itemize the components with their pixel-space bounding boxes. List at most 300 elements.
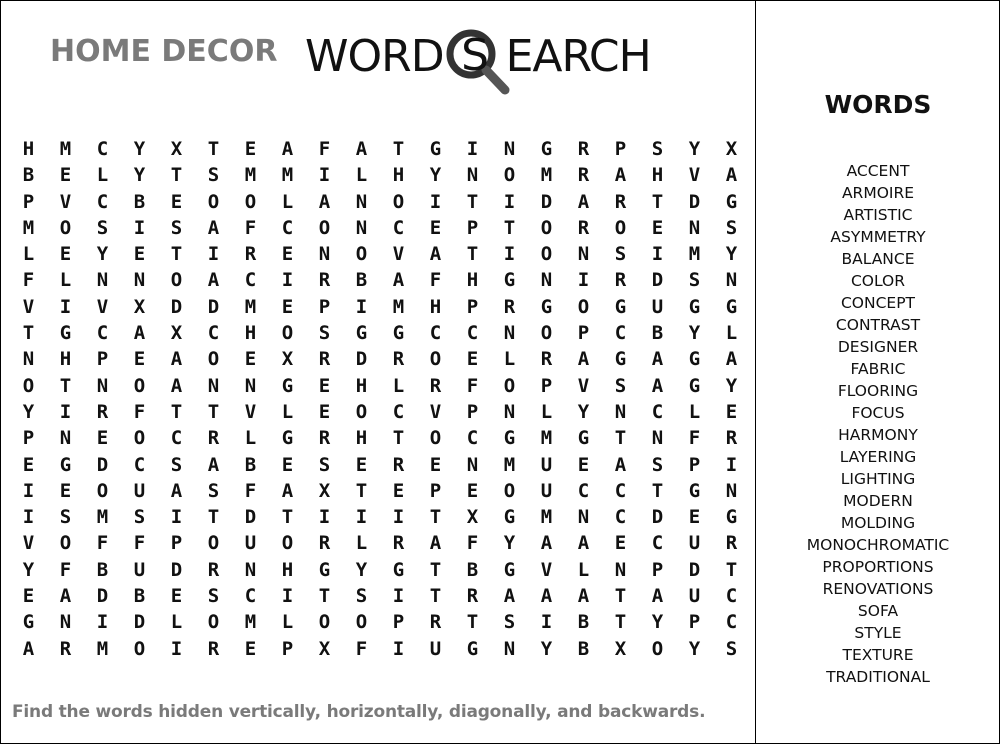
grid-cell[interactable]: V (59, 190, 72, 213)
grid-cell[interactable]: N (614, 400, 627, 423)
grid-cell[interactable]: Y (540, 637, 553, 660)
grid-cell[interactable]: T (207, 506, 220, 529)
grid-cell[interactable]: A (614, 164, 627, 187)
grid-cell[interactable]: R (577, 138, 590, 160)
grid-cell[interactable]: C (392, 400, 405, 423)
grid-cell[interactable]: S (170, 453, 183, 476)
grid-cell[interactable]: D (170, 558, 183, 581)
grid-cell[interactable]: B (355, 269, 368, 292)
grid-cell[interactable]: I (318, 506, 331, 529)
grid-cell[interactable]: S (207, 164, 220, 187)
grid-cell[interactable]: Y (688, 138, 701, 160)
grid-cell[interactable]: I (281, 585, 294, 608)
grid-cell[interactable]: A (577, 532, 590, 555)
grid-cell[interactable]: Y (725, 374, 738, 397)
grid-cell[interactable]: T (355, 479, 368, 502)
grid-cell[interactable]: T (466, 190, 479, 213)
grid-cell[interactable]: T (651, 479, 664, 502)
grid-cell[interactable]: A (614, 453, 627, 476)
grid-cell[interactable]: X (725, 138, 738, 160)
grid-cell[interactable]: R (207, 427, 220, 450)
grid-cell[interactable]: R (318, 532, 331, 555)
grid-cell[interactable]: E (392, 479, 405, 502)
grid-cell[interactable]: C (577, 479, 590, 502)
grid-cell[interactable]: Y (133, 164, 146, 187)
grid-cell[interactable]: H (355, 374, 368, 397)
grid-cell[interactable]: O (244, 190, 257, 213)
grid-cell[interactable]: A (355, 138, 368, 160)
grid-cell[interactable]: Y (133, 138, 146, 160)
grid-cell[interactable]: H (466, 269, 479, 292)
grid-cell[interactable]: O (96, 479, 109, 502)
grid-cell[interactable]: I (725, 453, 738, 476)
grid-cell[interactable]: S (651, 138, 664, 160)
grid-cell[interactable]: L (281, 400, 294, 423)
grid-cell[interactable]: T (614, 611, 627, 634)
grid-cell[interactable]: A (170, 348, 183, 371)
grid-cell[interactable]: Y (22, 558, 35, 581)
grid-cell[interactable]: D (244, 506, 257, 529)
grid-cell[interactable]: I (355, 506, 368, 529)
grid-cell[interactable]: C (244, 269, 257, 292)
grid-cell[interactable]: S (59, 506, 72, 529)
grid-cell[interactable]: G (725, 506, 738, 529)
grid-cell[interactable]: T (318, 585, 331, 608)
grid-cell[interactable]: V (540, 558, 553, 581)
grid-cell[interactable]: F (244, 216, 257, 239)
grid-cell[interactable]: G (577, 427, 590, 450)
grid-cell[interactable]: X (133, 295, 146, 318)
grid-cell[interactable]: I (318, 164, 331, 187)
grid-cell[interactable]: I (207, 243, 220, 266)
grid-cell[interactable]: E (244, 348, 257, 371)
grid-cell[interactable]: M (244, 295, 257, 318)
grid-cell[interactable]: E (429, 216, 442, 239)
grid-cell[interactable]: L (540, 400, 553, 423)
grid-cell[interactable]: T (170, 400, 183, 423)
grid-cell[interactable]: E (466, 348, 479, 371)
grid-cell[interactable]: Y (22, 400, 35, 423)
grid-cell[interactable]: B (651, 322, 664, 345)
grid-cell[interactable]: T (466, 611, 479, 634)
grid-cell[interactable]: P (466, 295, 479, 318)
grid-cell[interactable]: V (429, 400, 442, 423)
grid-cell[interactable]: O (207, 348, 220, 371)
grid-cell[interactable]: P (540, 374, 553, 397)
grid-cell[interactable]: G (688, 295, 701, 318)
grid-cell[interactable]: N (318, 243, 331, 266)
grid-cell[interactable]: G (614, 295, 627, 318)
grid-cell[interactable]: N (577, 243, 590, 266)
grid-cell[interactable]: E (577, 453, 590, 476)
grid-cell[interactable]: C (466, 427, 479, 450)
grid-cell[interactable]: N (355, 190, 368, 213)
grid-cell[interactable]: G (503, 506, 516, 529)
grid-cell[interactable]: C (614, 506, 627, 529)
grid-cell[interactable]: P (466, 400, 479, 423)
grid-cell[interactable]: X (281, 348, 294, 371)
grid-cell[interactable]: V (244, 400, 257, 423)
grid-cell[interactable]: G (540, 138, 553, 160)
grid-cell[interactable]: C (96, 138, 109, 160)
grid-cell[interactable]: O (133, 637, 146, 660)
grid-cell[interactable]: C (466, 322, 479, 345)
grid-cell[interactable]: O (503, 164, 516, 187)
grid-cell[interactable]: P (392, 611, 405, 634)
grid-cell[interactable]: R (614, 190, 627, 213)
grid-cell[interactable]: N (244, 558, 257, 581)
grid-cell[interactable]: T (22, 322, 35, 345)
grid-cell[interactable]: A (503, 585, 516, 608)
grid-cell[interactable]: E (281, 295, 294, 318)
grid-cell[interactable]: R (725, 532, 738, 555)
grid-cell[interactable]: S (355, 585, 368, 608)
grid-cell[interactable]: L (281, 611, 294, 634)
grid-cell[interactable]: N (688, 216, 701, 239)
grid-cell[interactable]: E (725, 400, 738, 423)
grid-cell[interactable]: H (429, 295, 442, 318)
grid-cell[interactable]: A (540, 585, 553, 608)
grid-cell[interactable]: H (392, 164, 405, 187)
grid-cell[interactable]: I (22, 506, 35, 529)
grid-cell[interactable]: M (540, 506, 553, 529)
grid-cell[interactable]: A (725, 348, 738, 371)
grid-cell[interactable]: P (318, 295, 331, 318)
grid-cell[interactable]: R (59, 637, 72, 660)
grid-cell[interactable]: L (688, 400, 701, 423)
grid-cell[interactable]: T (207, 138, 220, 160)
grid-cell[interactable]: T (392, 427, 405, 450)
grid-cell[interactable]: V (96, 295, 109, 318)
grid-cell[interactable]: M (688, 243, 701, 266)
grid-cell[interactable]: M (503, 453, 516, 476)
grid-cell[interactable]: H (355, 427, 368, 450)
grid-cell[interactable]: G (614, 348, 627, 371)
grid-cell[interactable]: U (244, 532, 257, 555)
grid-cell[interactable]: T (651, 190, 664, 213)
grid-cell[interactable]: M (22, 216, 35, 239)
grid-cell[interactable]: G (59, 453, 72, 476)
grid-cell[interactable]: S (651, 453, 664, 476)
grid-cell[interactable]: D (355, 348, 368, 371)
grid-cell[interactable]: S (318, 322, 331, 345)
grid-cell[interactable]: V (577, 374, 590, 397)
grid-cell[interactable]: N (96, 269, 109, 292)
grid-cell[interactable]: S (725, 216, 738, 239)
grid-cell[interactable]: L (281, 190, 294, 213)
grid-cell[interactable]: O (540, 322, 553, 345)
grid-cell[interactable]: T (207, 400, 220, 423)
grid-cell[interactable]: F (133, 532, 146, 555)
grid-cell[interactable]: E (614, 532, 627, 555)
grid-cell[interactable]: A (429, 532, 442, 555)
grid-cell[interactable]: I (59, 400, 72, 423)
grid-cell[interactable]: O (355, 243, 368, 266)
grid-cell[interactable]: U (133, 558, 146, 581)
grid-cell[interactable]: U (540, 453, 553, 476)
grid-cell[interactable]: I (392, 585, 405, 608)
grid-cell[interactable]: D (688, 558, 701, 581)
grid-cell[interactable]: O (503, 374, 516, 397)
grid-cell[interactable]: C (96, 190, 109, 213)
grid-cell[interactable]: E (318, 400, 331, 423)
grid-cell[interactable]: O (170, 269, 183, 292)
grid-cell[interactable]: I (133, 216, 146, 239)
grid-cell[interactable]: C (614, 479, 627, 502)
grid-cell[interactable]: F (466, 374, 479, 397)
grid-cell[interactable]: G (392, 558, 405, 581)
grid-cell[interactable]: M (59, 138, 72, 160)
grid-cell[interactable]: E (22, 453, 35, 476)
grid-cell[interactable]: O (540, 216, 553, 239)
grid-cell[interactable]: A (577, 348, 590, 371)
grid-cell[interactable]: E (59, 164, 72, 187)
grid-cell[interactable]: O (22, 374, 35, 397)
grid-cell[interactable]: U (688, 532, 701, 555)
grid-cell[interactable]: A (540, 532, 553, 555)
grid-cell[interactable]: C (614, 322, 627, 345)
grid-cell[interactable]: T (170, 243, 183, 266)
grid-cell[interactable]: O (133, 374, 146, 397)
grid-cell[interactable]: G (355, 322, 368, 345)
grid-cell[interactable]: S (614, 243, 627, 266)
grid-cell[interactable]: G (540, 295, 553, 318)
grid-cell[interactable]: A (577, 190, 590, 213)
grid-cell[interactable]: L (392, 374, 405, 397)
grid-cell[interactable]: R (207, 558, 220, 581)
grid-cell[interactable]: E (688, 506, 701, 529)
grid-cell[interactable]: R (725, 427, 738, 450)
grid-cell[interactable]: C (725, 611, 738, 634)
grid-cell[interactable]: O (207, 532, 220, 555)
grid-cell[interactable]: U (133, 479, 146, 502)
grid-cell[interactable]: C (651, 400, 664, 423)
grid-cell[interactable]: B (577, 637, 590, 660)
grid-cell[interactable]: R (318, 269, 331, 292)
grid-cell[interactable]: N (540, 269, 553, 292)
grid-cell[interactable]: I (577, 269, 590, 292)
grid-cell[interactable]: S (614, 374, 627, 397)
grid-cell[interactable]: R (429, 374, 442, 397)
grid-cell[interactable]: G (503, 558, 516, 581)
grid-cell[interactable]: R (318, 427, 331, 450)
grid-cell[interactable]: T (503, 216, 516, 239)
grid-cell[interactable]: E (96, 427, 109, 450)
grid-cell[interactable]: M (244, 611, 257, 634)
grid-cell[interactable]: H (22, 138, 35, 160)
grid-cell[interactable]: R (318, 348, 331, 371)
grid-cell[interactable]: D (651, 269, 664, 292)
grid-cell[interactable]: L (59, 269, 72, 292)
grid-cell[interactable]: I (281, 269, 294, 292)
grid-cell[interactable]: C (651, 532, 664, 555)
grid-cell[interactable]: A (429, 243, 442, 266)
grid-cell[interactable]: G (688, 348, 701, 371)
grid-cell[interactable]: X (170, 138, 183, 160)
grid-cell[interactable]: X (318, 479, 331, 502)
grid-cell[interactable]: S (96, 216, 109, 239)
grid-cell[interactable]: G (281, 427, 294, 450)
grid-cell[interactable]: A (651, 374, 664, 397)
grid-cell[interactable]: V (22, 532, 35, 555)
grid-cell[interactable]: N (577, 506, 590, 529)
grid-cell[interactable]: G (392, 322, 405, 345)
grid-cell[interactable]: I (503, 190, 516, 213)
grid-cell[interactable]: H (59, 348, 72, 371)
grid-cell[interactable]: F (96, 532, 109, 555)
grid-cell[interactable]: P (614, 138, 627, 160)
grid-cell[interactable]: H (651, 164, 664, 187)
grid-cell[interactable]: C (207, 322, 220, 345)
grid-cell[interactable]: G (318, 558, 331, 581)
grid-cell[interactable]: A (207, 216, 220, 239)
grid-cell[interactable]: B (466, 558, 479, 581)
grid-cell[interactable]: V (22, 295, 35, 318)
grid-cell[interactable]: E (22, 585, 35, 608)
grid-cell[interactable]: P (281, 637, 294, 660)
grid-cell[interactable]: O (281, 532, 294, 555)
grid-cell[interactable]: P (429, 479, 442, 502)
grid-cell[interactable]: M (96, 637, 109, 660)
grid-cell[interactable]: P (22, 190, 35, 213)
grid-cell[interactable]: R (614, 269, 627, 292)
grid-cell[interactable]: A (725, 164, 738, 187)
grid-cell[interactable]: C (96, 322, 109, 345)
grid-cell[interactable]: A (651, 585, 664, 608)
grid-cell[interactable]: N (614, 558, 627, 581)
grid-cell[interactable]: A (318, 190, 331, 213)
grid-cell[interactable]: H (244, 322, 257, 345)
grid-cell[interactable]: L (244, 427, 257, 450)
grid-cell[interactable]: F (688, 427, 701, 450)
grid-cell[interactable]: D (170, 295, 183, 318)
grid-cell[interactable]: O (540, 243, 553, 266)
grid-cell[interactable]: I (355, 295, 368, 318)
grid-cell[interactable]: C (281, 216, 294, 239)
grid-cell[interactable]: M (96, 506, 109, 529)
grid-cell[interactable]: E (133, 348, 146, 371)
grid-cell[interactable]: T (429, 558, 442, 581)
grid-cell[interactable]: E (318, 374, 331, 397)
grid-cell[interactable]: O (59, 532, 72, 555)
grid-cell[interactable]: D (651, 506, 664, 529)
grid-cell[interactable]: O (355, 400, 368, 423)
grid-cell[interactable]: M (540, 164, 553, 187)
grid-cell[interactable]: G (725, 295, 738, 318)
grid-cell[interactable]: M (540, 427, 553, 450)
grid-cell[interactable]: R (392, 348, 405, 371)
grid-cell[interactable]: C (133, 453, 146, 476)
grid-cell[interactable]: I (22, 479, 35, 502)
grid-cell[interactable]: N (244, 374, 257, 397)
grid-cell[interactable]: X (318, 637, 331, 660)
grid-cell[interactable]: P (170, 532, 183, 555)
grid-cell[interactable]: R (429, 611, 442, 634)
grid-cell[interactable]: L (355, 164, 368, 187)
grid-cell[interactable]: E (355, 453, 368, 476)
grid-cell[interactable]: G (688, 374, 701, 397)
grid-cell[interactable]: S (170, 216, 183, 239)
grid-cell[interactable]: N (503, 637, 516, 660)
grid-cell[interactable]: F (318, 138, 331, 160)
grid-cell[interactable]: N (59, 611, 72, 634)
grid-cell[interactable]: I (392, 637, 405, 660)
grid-cell[interactable]: U (651, 295, 664, 318)
grid-cell[interactable]: Y (577, 400, 590, 423)
grid-cell[interactable]: C (725, 585, 738, 608)
grid-cell[interactable]: Y (688, 322, 701, 345)
grid-cell[interactable]: G (503, 427, 516, 450)
grid-cell[interactable]: A (392, 269, 405, 292)
grid-cell[interactable]: U (540, 479, 553, 502)
grid-cell[interactable]: G (688, 479, 701, 502)
grid-cell[interactable]: D (207, 295, 220, 318)
grid-cell[interactable]: A (207, 269, 220, 292)
grid-cell[interactable]: H (281, 558, 294, 581)
grid-cell[interactable]: R (466, 585, 479, 608)
grid-cell[interactable]: N (207, 374, 220, 397)
grid-cell[interactable]: O (133, 427, 146, 450)
grid-cell[interactable]: I (503, 243, 516, 266)
grid-cell[interactable]: N (503, 400, 516, 423)
letter-grid[interactable] (10, 136, 750, 662)
grid-cell[interactable]: P (688, 453, 701, 476)
grid-cell[interactable]: F (133, 400, 146, 423)
grid-cell[interactable]: G (281, 374, 294, 397)
grid-cell[interactable]: G (725, 190, 738, 213)
grid-cell[interactable]: N (503, 322, 516, 345)
grid-cell[interactable]: X (614, 637, 627, 660)
grid-cell[interactable]: T (614, 427, 627, 450)
grid-cell[interactable]: L (96, 164, 109, 187)
grid-cell[interactable]: R (244, 243, 257, 266)
grid-cell[interactable]: P (651, 558, 664, 581)
grid-cell[interactable]: R (577, 216, 590, 239)
grid-cell[interactable]: D (96, 453, 109, 476)
grid-cell[interactable]: M (392, 295, 405, 318)
grid-cell[interactable]: B (22, 164, 35, 187)
grid-cell[interactable]: L (22, 243, 35, 266)
grid-cell[interactable]: E (244, 138, 257, 160)
grid-cell[interactable]: T (614, 585, 627, 608)
grid-cell[interactable]: I (392, 506, 405, 529)
grid-cell[interactable]: L (503, 348, 516, 371)
grid-cell[interactable]: V (688, 164, 701, 187)
grid-cell[interactable]: N (22, 348, 35, 371)
grid-cell[interactable]: E (244, 637, 257, 660)
grid-cell[interactable]: Y (503, 532, 516, 555)
grid-cell[interactable]: O (207, 611, 220, 634)
grid-cell[interactable]: S (133, 506, 146, 529)
grid-cell[interactable]: T (429, 585, 442, 608)
grid-cell[interactable]: D (688, 190, 701, 213)
grid-cell[interactable]: X (466, 506, 479, 529)
grid-cell[interactable]: B (244, 453, 257, 476)
grid-cell[interactable]: L (355, 532, 368, 555)
grid-cell[interactable]: C (244, 585, 257, 608)
grid-cell[interactable]: T (170, 164, 183, 187)
grid-cell[interactable]: P (466, 216, 479, 239)
grid-cell[interactable]: A (22, 637, 35, 660)
grid-cell[interactable]: Y (688, 637, 701, 660)
grid-cell[interactable]: O (392, 190, 405, 213)
grid-cell[interactable]: O (614, 216, 627, 239)
grid-cell[interactable]: T (429, 506, 442, 529)
grid-cell[interactable]: T (281, 506, 294, 529)
grid-cell[interactable]: N (466, 453, 479, 476)
grid-cell[interactable]: R (392, 532, 405, 555)
grid-cell[interactable]: I (429, 190, 442, 213)
